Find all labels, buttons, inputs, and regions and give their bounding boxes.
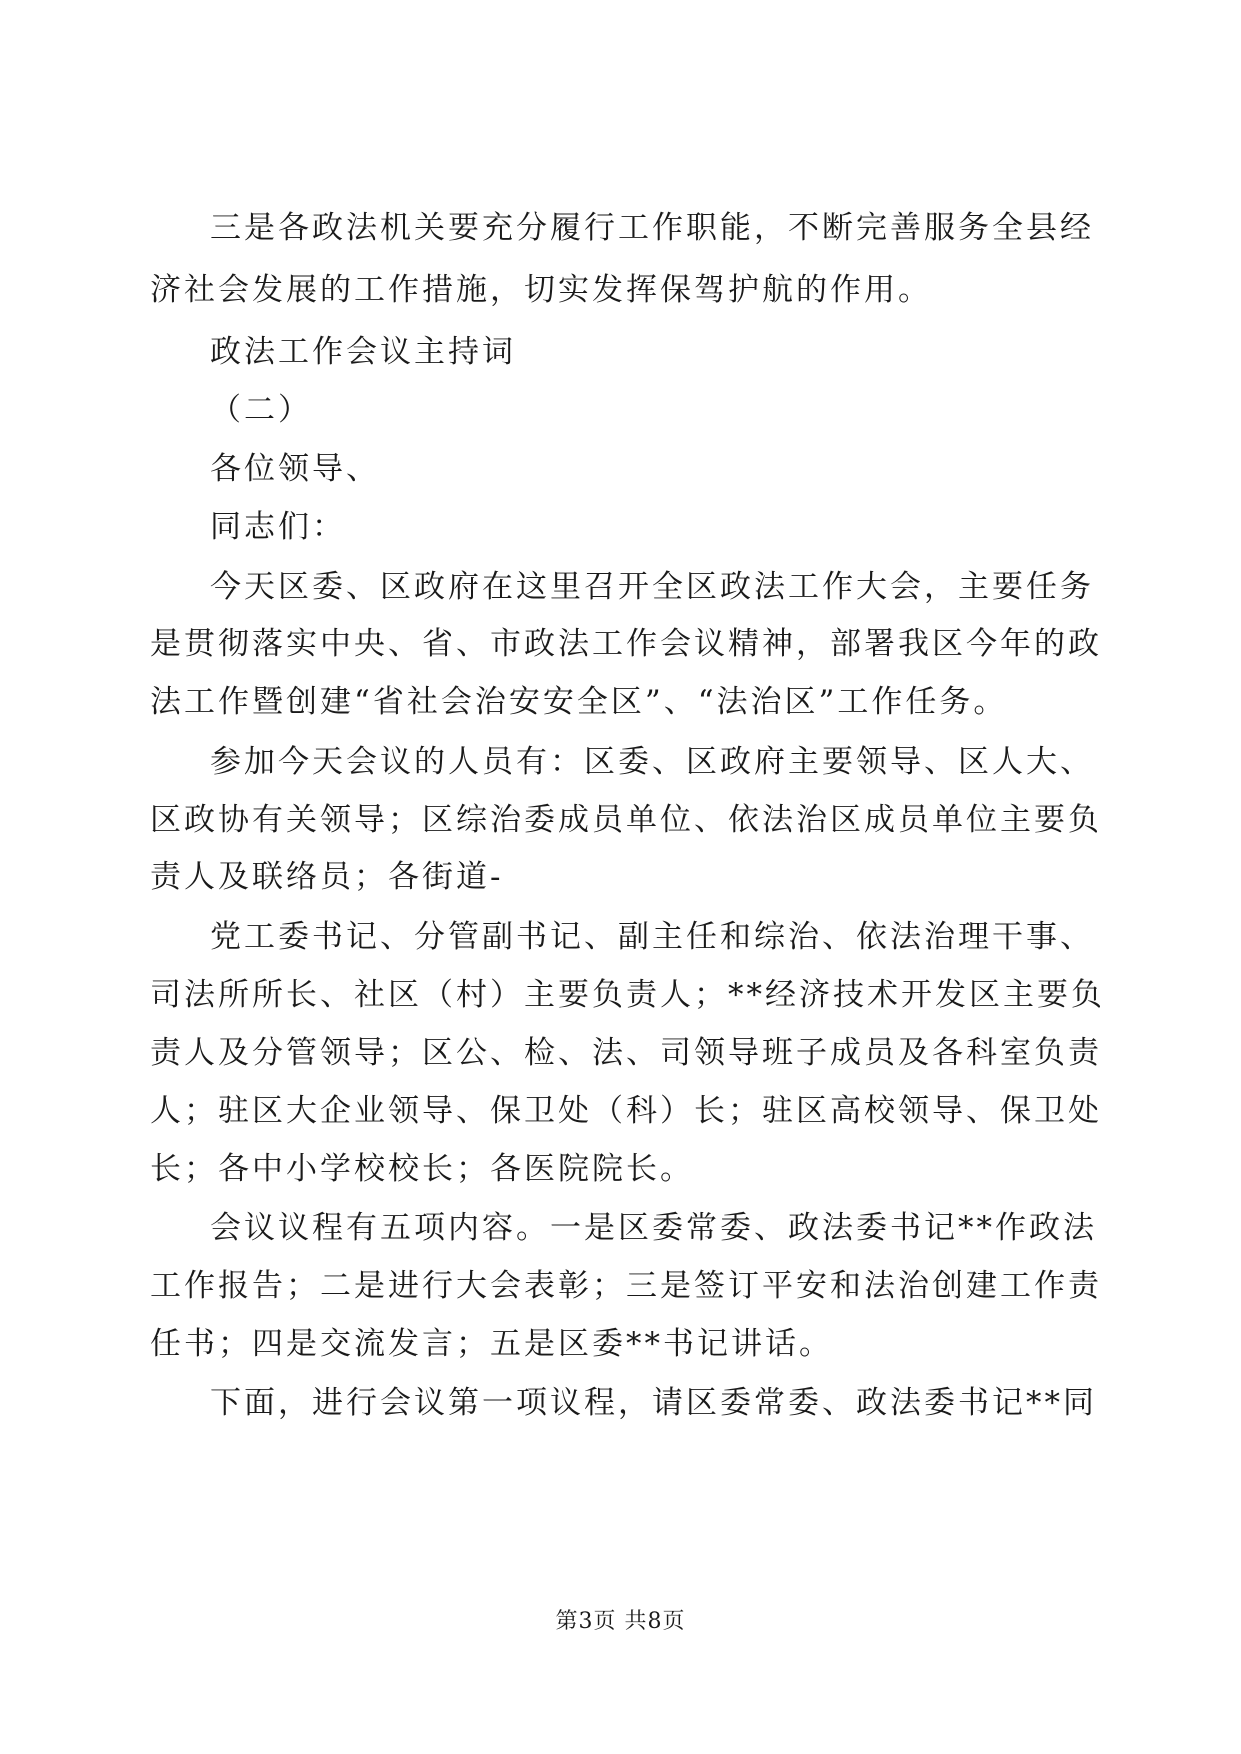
paragraph-line: 今天区委、区政府在这里召开全区政法工作大会，主要任务 — [210, 569, 1094, 605]
paragraph-line: 区政协有关领导；区综治委成员单位、依法治区成员单位主要负 — [150, 802, 1102, 838]
paragraph-line: 党工委书记、分管副书记、副主任和综治、依法治理干事、 — [210, 919, 1094, 955]
salutation-line: 各位领导、 — [210, 451, 380, 487]
paragraph-line: 下面，进行会议第一项议程，请区委常委、政法委书记**同 — [210, 1385, 1097, 1421]
paragraph-line: 人；驻区大企业领导、保卫处（科）长；驻区高校领导、保卫处 — [150, 1093, 1102, 1129]
paragraph-line: 司法所所长、社区（村）主要负责人；**经济技术开发区主要负 — [150, 977, 1105, 1013]
salutation-line: 同志们： — [210, 509, 346, 545]
page-footer: 第3页 共8页 — [555, 1609, 686, 1634]
paragraph-line: 参加今天会议的人员有：区委、区政府主要领导、区人大、 — [210, 744, 1094, 780]
paragraph-line: 是贯彻落实中央、省、市政法工作会议精神，部署我区今年的政 — [150, 626, 1102, 662]
paragraph-line: 长；各中小学校校长；各医院院长。 — [150, 1151, 694, 1187]
section-title: 政法工作会议主持词 — [210, 334, 516, 370]
paragraph-line: 责人及联络员；各街道- — [150, 859, 504, 895]
paragraph-line: 三是各政法机关要充分履行工作职能，不断完善服务全县经 — [210, 210, 1094, 246]
paragraph-line: 工作报告；二是进行大会表彰；三是签订平安和法治创建工作责 — [150, 1268, 1102, 1304]
paragraph-line: 会议议程有五项内容。一是区委常委、政法委书记**作政法 — [210, 1210, 1097, 1246]
paragraph-line: 责人及分管领导；区公、检、法、司领导班子成员及各科室负责 — [150, 1035, 1102, 1071]
section-number: （二） — [210, 392, 312, 428]
paragraph-line: 济社会发展的工作措施，切实发挥保驾护航的作用。 — [150, 272, 932, 308]
paragraph-line: 任书；四是交流发言；五是区委**书记讲话。 — [150, 1326, 833, 1362]
paragraph-line: 法工作暨创建“省社会治安安全区”、“法治区”工作任务。 — [150, 684, 1008, 720]
